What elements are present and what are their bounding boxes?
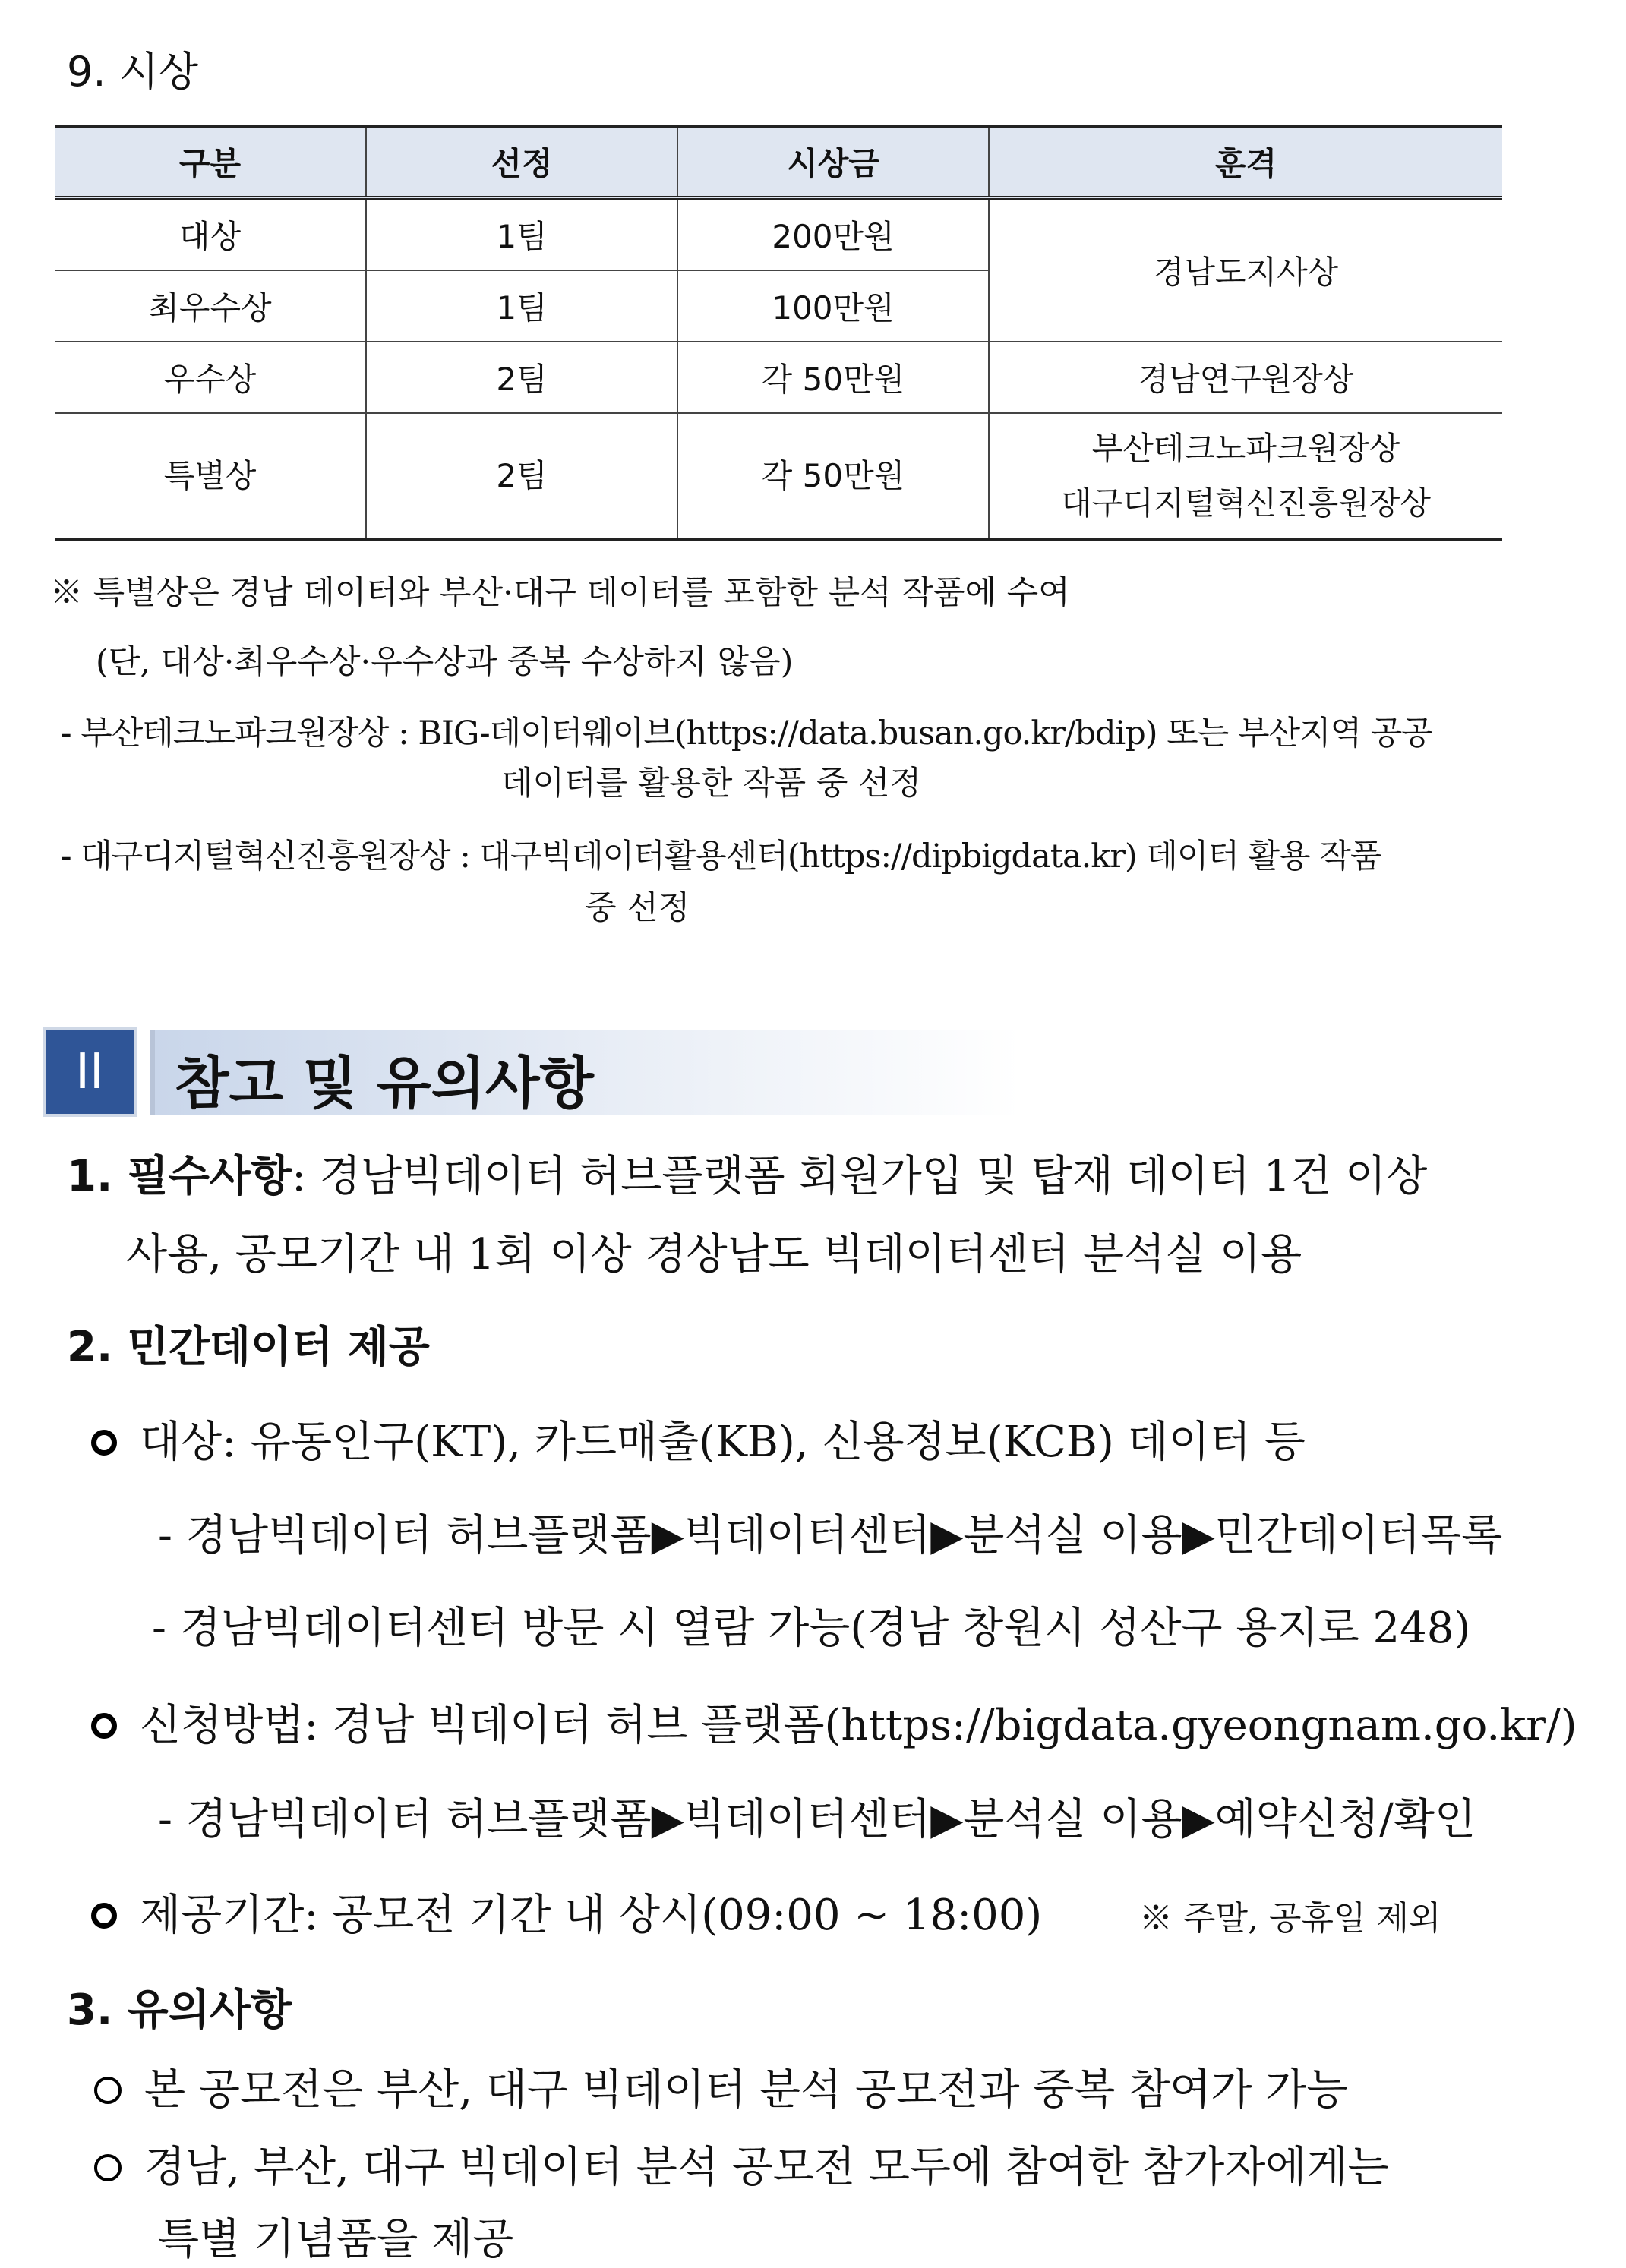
item-3-label: 3. 유의사항 — [67, 1986, 292, 2035]
cell-category: 최우수상 — [55, 270, 366, 342]
hollow-circle-bullet-icon — [94, 2077, 122, 2104]
item-2-target-sub: - 경남빅데이터 허브플랫폼▶빅데이터센터▶분석실 이용▶민간데이터목록 — [158, 1511, 1503, 1560]
cell-category: 대상 — [55, 198, 366, 271]
cell-selection: 2팀 — [366, 413, 677, 540]
honor-line: 대구디지털혁신진흥원장상 — [1061, 484, 1431, 522]
item-1 — [67, 1143, 1427, 1203]
header-prize: 시상금 — [677, 127, 989, 198]
filled-circle-bullet-icon — [91, 1430, 117, 1456]
header-category: 구분 — [55, 127, 366, 198]
item-2-apply-sub: - 경남빅데이터 허브플랫폼▶빅데이터센터▶분석실 이용▶예약신청/확인 — [158, 1795, 1476, 1844]
cell-category: 특별상 — [55, 413, 366, 540]
cell-selection: 1팀 — [366, 198, 677, 271]
busan-award-note-cont: 데이터를 활용한 작품 중 선정 — [501, 765, 922, 803]
item-3 — [67, 1976, 292, 2037]
table-row — [55, 413, 1502, 540]
cell-honor-special — [989, 413, 1502, 540]
item-2-apply — [91, 1692, 1577, 1752]
busan-award-note: - 부산테크노파크원장상 : BIG-데이터웨이브(https://data.busan.go.kr/bdip) 또는 부산지역 공공 — [61, 714, 1432, 752]
section-title: 참고 및 유의사항 — [175, 1051, 594, 1116]
item-2-target-sub: - 경남빅데이터센터 방문 시 열람 가능(경남 창원시 성산구 용지로 248) — [152, 1604, 1471, 1653]
table-row — [55, 198, 1502, 271]
item-3-point — [94, 2134, 1389, 2194]
header-honor: 훈격 — [989, 127, 1502, 198]
item-1-label: 1. 필수사항 — [67, 1152, 292, 1201]
cell-category: 우수상 — [55, 342, 366, 413]
item-3-point-text: 본 공모전은 부산, 대구 빅데이터 분석 공모전과 중복 참여가 가능 — [144, 2065, 1348, 2115]
hollow-circle-bullet-icon — [94, 2154, 122, 2181]
honor-line: 부산테크노파크원장상 — [1091, 430, 1400, 467]
section-number-badge: II — [46, 1030, 134, 1114]
table-header-row — [55, 127, 1502, 198]
item-2-period-note: ※ 주말, 공휴일 제외 — [1139, 1899, 1441, 1938]
item-2-period — [91, 1882, 1042, 1942]
special-award-condition: (단, 대상·최우수상·우수상과 중복 수상하지 않음) — [96, 643, 794, 681]
awards-table — [55, 125, 1502, 541]
item-3-point-text: 경남, 부산, 대구 빅데이터 분석 공모전 모두에 참여한 참가자에게는 — [144, 2143, 1389, 2192]
cell-honor-merged: 경남도지사상 — [989, 198, 1502, 342]
cell-honor: 경남연구원장상 — [989, 342, 1502, 413]
item-3-point-cont: 특별 기념품을 제공 — [158, 2215, 514, 2264]
filled-circle-bullet-icon — [91, 1903, 117, 1929]
item-2-apply-text: 신청방법: 경남 빅데이터 허브 플랫폼(https://bigdata.gyeongnam.go.kr/) — [140, 1701, 1577, 1750]
cell-prize: 200만원 — [677, 198, 989, 271]
daegu-award-note: - 대구디지털혁신진흥원장상 : 대구빅데이터활용센터(https://dipbigdata.kr) 데이터 활용 작품 — [61, 837, 1381, 875]
cell-selection: 1팀 — [366, 270, 677, 342]
section-9-heading: 9. 시상 — [67, 48, 199, 96]
cell-prize: 100만원 — [677, 270, 989, 342]
cell-selection: 2팀 — [366, 342, 677, 413]
filled-circle-bullet-icon — [91, 1713, 117, 1739]
item-2-period-text: 제공기간: 공모전 기간 내 상시(09:00 ~ 18:00) — [140, 1891, 1043, 1940]
item-1-text-cont: 사용, 공모기간 내 1회 이상 경상남도 빅데이터센터 분석실 이용 — [126, 1230, 1302, 1279]
item-2 — [67, 1314, 430, 1374]
special-award-note: ※ 특별상은 경남 데이터와 부산·대구 데이터를 포함한 분석 작품에 수여 — [50, 574, 1070, 612]
item-2-target-text: 대상: 유동인구(KT), 카드매출(KB), 신용정보(KCB) 데이터 등 — [140, 1418, 1306, 1467]
item-2-target — [91, 1408, 1306, 1469]
daegu-award-note-cont: 중 선정 — [585, 889, 690, 927]
table-row — [55, 342, 1502, 413]
cell-prize: 각 50만원 — [677, 342, 989, 413]
item-1-text: : 경남빅데이터 허브플랫폼 회원가입 및 탑재 데이터 1건 이상 — [292, 1152, 1428, 1201]
item-2-label: 2. 민간데이터 제공 — [67, 1323, 430, 1372]
header-selection: 선정 — [366, 127, 677, 198]
item-3-point — [94, 2056, 1348, 2117]
cell-prize: 각 50만원 — [677, 413, 989, 540]
